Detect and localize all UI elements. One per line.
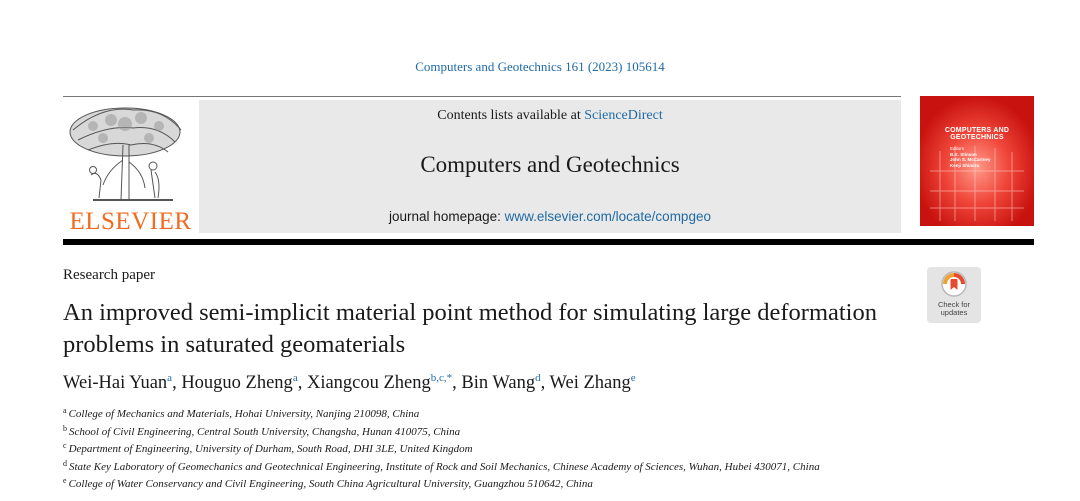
affiliation-item <box>63 457 883 475</box>
author-affiliation-marker[interactable]: a <box>292 372 298 384</box>
author-affiliation-marker[interactable]: a <box>167 372 173 384</box>
check-for-updates-button[interactable] <box>927 267 981 323</box>
affiliation-key: a <box>63 406 67 415</box>
affiliation-key: b <box>63 423 67 433</box>
journal-citation[interactable]: Computers and Geotechnics 161 (2023) 105614 <box>415 59 665 74</box>
contents-prefix: Contents lists available at <box>437 108 585 123</box>
affiliation-item <box>63 422 883 440</box>
journal-homepage-line <box>199 209 901 224</box>
author-name[interactable]: Wei Zhang <box>549 373 631 393</box>
article-type: Research paper <box>63 267 156 283</box>
header-bottom-rule <box>63 239 1034 245</box>
journal-homepage-link[interactable]: www.elsevier.com/locate/compgeo <box>504 209 711 224</box>
check-for-updates-label <box>927 301 981 317</box>
affiliation-key: d <box>63 458 67 468</box>
article-title: An improved semi-implicit material point method for simulating large deformation problems in saturated geomaterials <box>63 299 877 358</box>
affiliation-key: c <box>63 441 67 451</box>
header-top-rule <box>63 96 901 97</box>
affiliation-text: Department of Engineering, University of Durham, South Road, DHI 3LE, United Kingdom <box>68 443 473 456</box>
homepage-prefix: journal homepage: <box>389 209 505 224</box>
author-affiliation-marker[interactable]: d <box>535 372 541 384</box>
affiliation-key: e <box>63 476 67 486</box>
cover-editor-line: John S. McCartney <box>950 157 991 162</box>
cover-editor-line: Kenji Shimizu <box>950 162 980 168</box>
sciencedirect-link[interactable]: ScienceDirect <box>584 108 663 123</box>
elsevier-logo[interactable] <box>63 100 198 234</box>
affiliation-item <box>63 474 883 492</box>
author-name[interactable]: Xiangcou Zheng <box>306 373 431 393</box>
author-name[interactable]: Wei-Hai Yuan <box>63 373 168 393</box>
affiliation-item <box>63 439 883 457</box>
cover-editors <box>950 146 1010 168</box>
affiliation-text: College of Mechanics and Materials, Hohai University, Nanjing 210098, China <box>68 408 420 420</box>
author-list: Wei-Hai Yuan$^a$, Houguo Zheng$^a$, Xiangcou Zheng$^{b,c,*}$, Bin Wang$^d$, Wei Zhang$^e$ <box>63 372 636 393</box>
contents-availability-line <box>199 108 901 124</box>
check-for-updates-icon <box>940 270 968 298</box>
cover-editors-label: Editors <box>950 146 965 151</box>
journal-title: Computers and Geotechnics <box>420 152 680 177</box>
cover-editor-line: B.K. Stinson <box>950 151 977 157</box>
affiliation-list <box>63 404 883 492</box>
affiliation-item <box>63 404 883 422</box>
author-affiliation-marker[interactable]: e <box>630 372 636 384</box>
author-affiliation-marker[interactable]: b,c,* <box>430 372 453 384</box>
author-name[interactable]: Houguo Zheng <box>181 373 293 393</box>
journal-cover-image[interactable] <box>920 96 1034 226</box>
check-updates-line: Check for <box>937 300 971 309</box>
affiliation-text: School of Civil Engineering, Central South University, Changsha, Hunan 410075, China <box>69 425 461 438</box>
journal-banner <box>199 100 901 233</box>
check-updates-line: updates <box>940 308 968 317</box>
affiliation-text: College of Water Conservancy and Civil Engineering, South China Agricultural University, Guangzhou 510642, China <box>68 478 593 491</box>
cover-title: COMPUTERS AND GEOTECHNICS <box>944 127 1010 141</box>
elsevier-wordmark: ELSEVIER <box>69 208 192 235</box>
author-name[interactable]: Bin Wang <box>461 373 536 393</box>
affiliation-text: State Key Laboratory of Geomechanics and Geotechnical Engineering, Institute of Rock and Soil Mechanics, Chinese Academy of Sciences, Wuhan, Hubei 430071, China <box>69 460 820 473</box>
